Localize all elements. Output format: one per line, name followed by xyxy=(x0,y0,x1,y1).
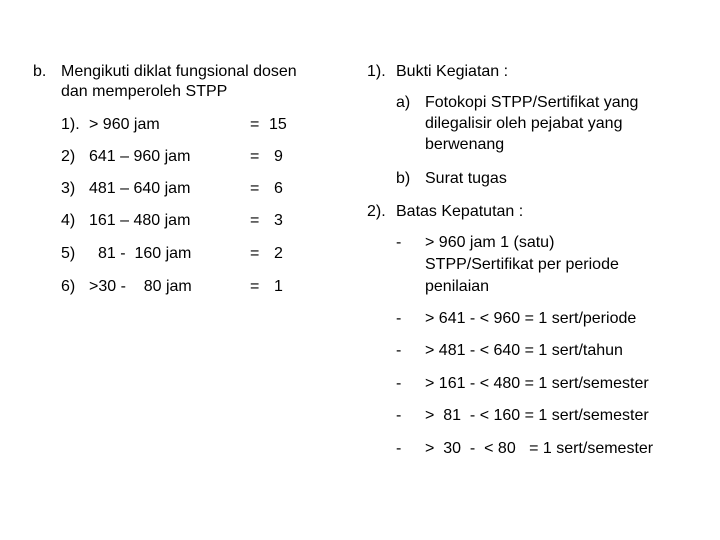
row-number: 5) xyxy=(61,245,76,262)
limit-line3: penilaian xyxy=(425,278,490,295)
row-range: 161 – 480 jam xyxy=(89,212,191,229)
row-equals: = xyxy=(250,245,260,262)
row-value: 6 xyxy=(274,180,283,197)
item-b-line1: Surat tugas xyxy=(425,170,507,187)
row-equals: = xyxy=(250,278,260,295)
section-1-title: Bukti Kegiatan : xyxy=(396,63,509,80)
section-b-heading-line1: Mengikuti diklat fungsional dosen xyxy=(61,63,297,80)
limit-line2: STPP/Sertifikat per periode xyxy=(425,256,619,273)
limit-marker: - xyxy=(396,375,402,392)
row-equals: = xyxy=(250,212,260,229)
limit-marker: - xyxy=(396,440,402,457)
row-value: 15 xyxy=(269,116,287,133)
limit-line1: > 30 - < 80 = 1 sert/semester xyxy=(425,440,654,457)
row-value: 1 xyxy=(274,278,283,295)
section-2-title: Batas Kepatutan : xyxy=(396,203,524,220)
limit-line1: > 161 - < 480 = 1 sert/semester xyxy=(425,375,649,392)
limit-line1: > 960 jam 1 (satu) xyxy=(425,234,555,251)
row-equals: = xyxy=(250,116,260,133)
limit-marker: - xyxy=(396,407,402,424)
item-a-line3: berwenang xyxy=(425,136,505,153)
limit-line1: > 641 - < 960 = 1 sert/periode xyxy=(425,310,637,327)
limit-marker: - xyxy=(396,310,402,327)
item-b-marker: b) xyxy=(396,170,411,187)
row-value: 9 xyxy=(274,148,283,165)
limit-line1: > 481 - < 640 = 1 sert/tahun xyxy=(425,342,623,359)
row-equals: = xyxy=(250,180,260,197)
limit-marker: - xyxy=(396,234,402,251)
row-number: 3) xyxy=(61,180,76,197)
limit-marker: - xyxy=(396,342,402,359)
row-range: >30 - 80 jam xyxy=(89,278,192,295)
item-a-line1: Fotokopi STPP/Sertifikat yang xyxy=(425,94,639,111)
section-1-number: 1). xyxy=(367,63,386,80)
row-value: 2 xyxy=(274,245,283,262)
row-range: 481 – 640 jam xyxy=(89,180,191,197)
row-range: 81 - 160 jam xyxy=(98,245,192,262)
row-number: 1). xyxy=(61,116,80,133)
item-a-marker: a) xyxy=(396,94,411,111)
section-b-heading-line2: dan memperoleh STPP xyxy=(61,83,228,100)
row-range: > 960 jam xyxy=(89,116,160,133)
row-range: 641 – 960 jam xyxy=(89,148,191,165)
item-a-line2: dilegalisir oleh pejabat yang xyxy=(425,115,623,132)
row-number: 2) xyxy=(61,148,76,165)
row-number: 6) xyxy=(61,278,76,295)
row-number: 4) xyxy=(61,212,76,229)
row-equals: = xyxy=(250,148,260,165)
limit-line1: > 81 - < 160 = 1 sert/semester xyxy=(425,407,649,424)
row-value: 3 xyxy=(274,212,283,229)
section-2-number: 2). xyxy=(367,203,386,220)
section-b-marker: b. xyxy=(33,63,47,80)
